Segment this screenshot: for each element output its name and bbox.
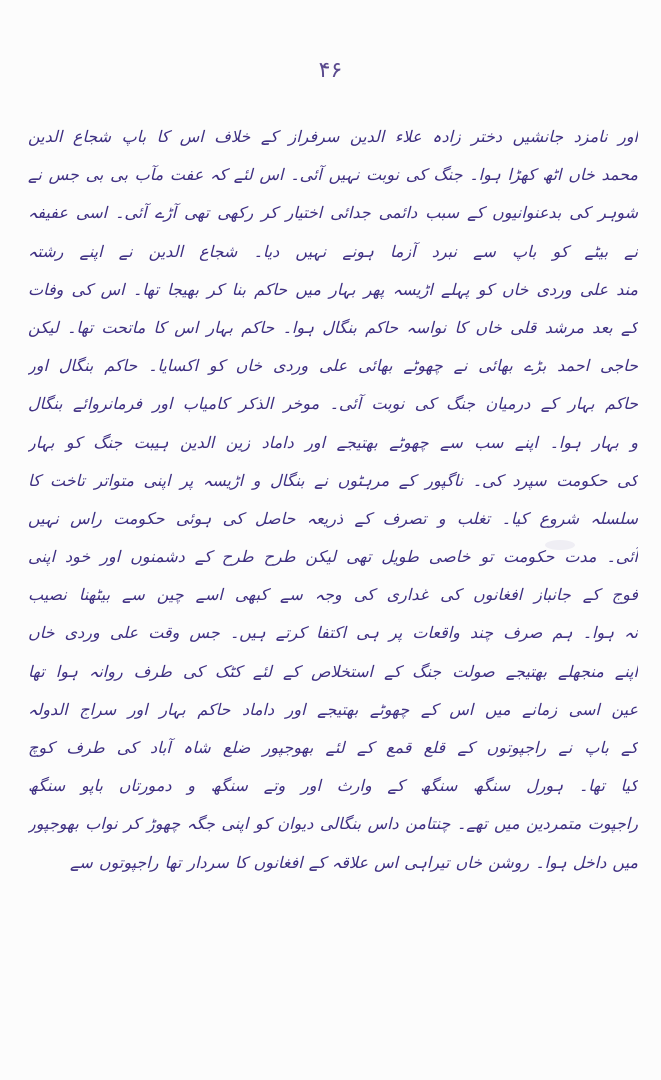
text-line: محمد خاں اٹھ کھڑا ہوا۔ جنگ کی نوبت نہیں آئی۔ اس لئے کہ عفت مآب بی بی جس نے xyxy=(28,165,638,185)
text-line: نہ ہوا۔ ہم صرف چند واقعات پر ہی اکتفا کرتے ہیں۔ جس وقت علی وردی خاں xyxy=(28,623,638,643)
text-line: و بہار ہوا۔ اپنے سب سے چھوٹے بھتیجے اور داماد زین الدین ہیبت جنگ کو بہار xyxy=(28,432,638,452)
text-line: نے بیٹے کو باپ سے نبرد آزما ہونے نہیں دیا۔ شجاع الدین نے اپنے رشتہ xyxy=(28,241,638,261)
text-line: حاجی احمد بڑے بھائی نے چھوٹے بھائی علی وردی خاں کو اکسایا۔ حاکم بنگال اور xyxy=(28,356,638,376)
text-line: آئی۔ مدت حکومت تو خاصی طویل تھی لیکن طرح طرح کے دشمنوں اور خود اپنی xyxy=(28,547,638,567)
text-line: راجپوت متمردین میں تھے۔ چنتامن داس بنگالی دیوان کو اپنی جگہ چھوڑ کر نواب بھوجپور xyxy=(28,814,638,834)
text-line: کیا تھا۔ ہورل سنگھ سنگھ کے وارث اور وتے سنگھ و دمورتاں باپو سنگھ xyxy=(28,776,638,796)
text-line: مند علی وردی خاں کو پہلے اڑیسہ پھر بہار میں حاکم بنا کر بھیجا تھا۔ اس کی وفات xyxy=(28,279,638,299)
manuscript-body xyxy=(28,118,638,882)
text-line: اور نامزد جانشیں دختر زادہ علاء الدین سرفراز کے خلاف اس کا باپ شجاع الدین xyxy=(28,127,638,146)
text-line: سلسلہ شروع کیا۔ تغلب و تصرف کے ذریعہ حاصل کی ہوئی حکومت راس نہیں xyxy=(28,508,638,528)
text-line: کے باپ نے راجپوتوں کے قلع قمع کے لئے بھوجپور ضلع شاہ آباد کی طرف کوچ xyxy=(28,738,638,757)
text-line: عین اسی زمانے میں اس کے چھوٹے بھتیجے اور داماد حاکم بہار اور سراج الدولہ xyxy=(28,699,638,719)
text-line: کے بعد مرشد قلی خاں کا نواسہ حاکم بنگال ہوا۔ حاکم بہار اس کا ماتحت تھا۔ لیکن xyxy=(28,317,638,337)
page-number: ۴۶ xyxy=(318,58,343,83)
text-line: فوج کے جانباز افغانوں کی غداری کی وجہ سے کبھی اسے چین سے بیٹھنا نصیب xyxy=(28,585,638,605)
text-line: شوہر کی بدعنوانیوں کے سبب دائمی جدائی اختیار کر رکھی تھی آڑے آئی۔ اسی عفیفہ xyxy=(28,203,638,223)
text-line: کی حکومت سپرد کی۔ ناگپور کے مرہٹوں نے بنگال و اڑیسہ پر اپنی متواتر تاخت کا xyxy=(28,470,638,490)
text-line: حاکم بہار کے درمیان جنگ کی نوبت آئی۔ موخر الذکر کامیاب اور فرمانروائے بنگال xyxy=(28,394,638,414)
text-line: اپنے منجھلے بھتیجے صولت جنگ کے استخلاص کے لئے کٹک کی طرف روانہ ہوا تھا xyxy=(28,661,638,681)
text-line: میں داخل ہوا۔ روشن خاں تیراہی اس علاقہ کے افغانوں کا سردار تھا راجپوتوں سے xyxy=(69,852,638,872)
